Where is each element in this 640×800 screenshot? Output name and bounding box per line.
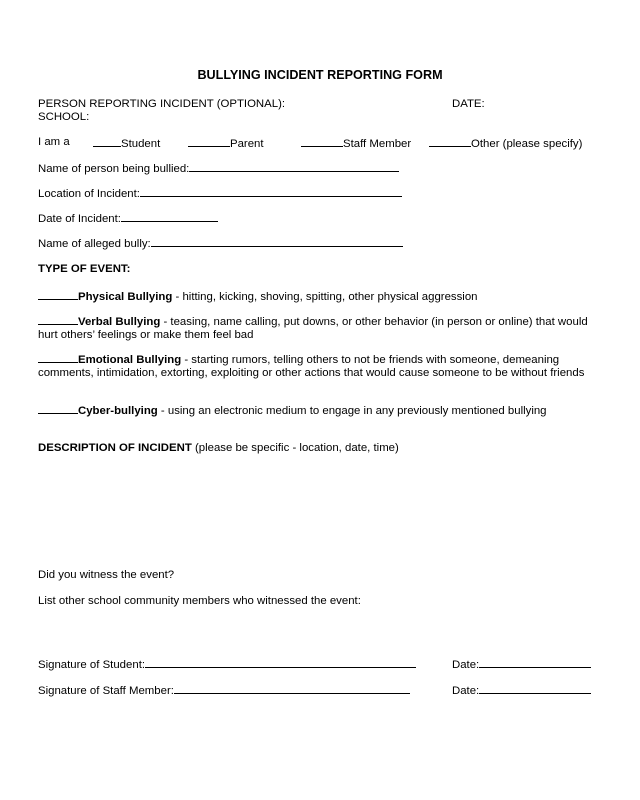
date-of-incident-field[interactable]: Date of Incident: <box>38 211 218 226</box>
staff-date-blank[interactable] <box>479 683 591 694</box>
i-am-parent-option[interactable]: Parent <box>188 136 264 151</box>
event-emotional[interactable]: Emotional Bullying - starting rumors, telling others to not be friends with someone, demeaning comments, intimidation, extorting, exploiting or other actions that would cause someone to be without friends <box>38 354 585 379</box>
event-verbal[interactable]: Verbal Bullying - teasing, name calling, put downs, or other behavior (in person or online) that would hurt others’ feelings or make them feel bad <box>38 316 588 341</box>
i-am-student-option[interactable]: Student <box>93 136 160 151</box>
parent-blank[interactable] <box>188 136 230 147</box>
alleged-bully-field[interactable]: Name of alleged bully: <box>38 236 403 251</box>
location-field[interactable]: Location of Incident: <box>38 186 402 201</box>
verbal-blank[interactable] <box>38 314 78 325</box>
student-signature-field[interactable]: Signature of Student: <box>38 657 416 672</box>
cyber-blank[interactable] <box>38 403 78 414</box>
type-of-event-heading: TYPE OF EVENT: <box>38 263 131 275</box>
witness-question: Did you witness the event? <box>38 569 175 581</box>
staff-signature-blank[interactable] <box>174 683 410 694</box>
event-physical[interactable]: Physical Bullying - hitting, kicking, shoving, spitting, other physical aggression <box>38 289 478 304</box>
name-bullied-blank[interactable] <box>189 161 399 172</box>
person-reporting-label: PERSON REPORTING INCIDENT (OPTIONAL): <box>38 98 286 110</box>
witness-list-label: List other school community members who witnessed the event: <box>38 595 361 607</box>
other-blank[interactable] <box>429 136 471 147</box>
date-of-incident-blank[interactable] <box>121 211 218 222</box>
i-am-other-option[interactable]: Other (please specify) <box>429 136 582 151</box>
staff-signature-field[interactable]: Signature of Staff Member: <box>38 683 410 698</box>
alleged-bully-blank[interactable] <box>151 236 403 247</box>
student-date-field[interactable]: Date: <box>452 657 591 672</box>
emotional-blank[interactable] <box>38 352 78 363</box>
location-blank[interactable] <box>140 186 402 197</box>
staff-blank[interactable] <box>301 136 343 147</box>
event-cyber[interactable]: Cyber-bullying - using an electronic medium to engage in any previously mentioned bullying <box>38 403 547 418</box>
student-blank[interactable] <box>93 136 121 147</box>
school-label: SCHOOL: <box>38 111 90 123</box>
date-label: DATE: <box>452 98 485 110</box>
student-signature-blank[interactable] <box>145 657 416 668</box>
staff-date-field[interactable]: Date: <box>452 683 591 698</box>
form-title: BULLYING INCIDENT REPORTING FORM <box>197 68 443 82</box>
description-heading: DESCRIPTION OF INCIDENT (please be specific - location, date, time) <box>38 442 399 454</box>
physical-blank[interactable] <box>38 289 78 300</box>
name-bullied-field[interactable]: Name of person being bullied: <box>38 161 399 176</box>
i-am-a-label: I am a <box>38 136 70 148</box>
student-date-blank[interactable] <box>479 657 591 668</box>
i-am-staff-option[interactable]: Staff Member <box>301 136 411 151</box>
